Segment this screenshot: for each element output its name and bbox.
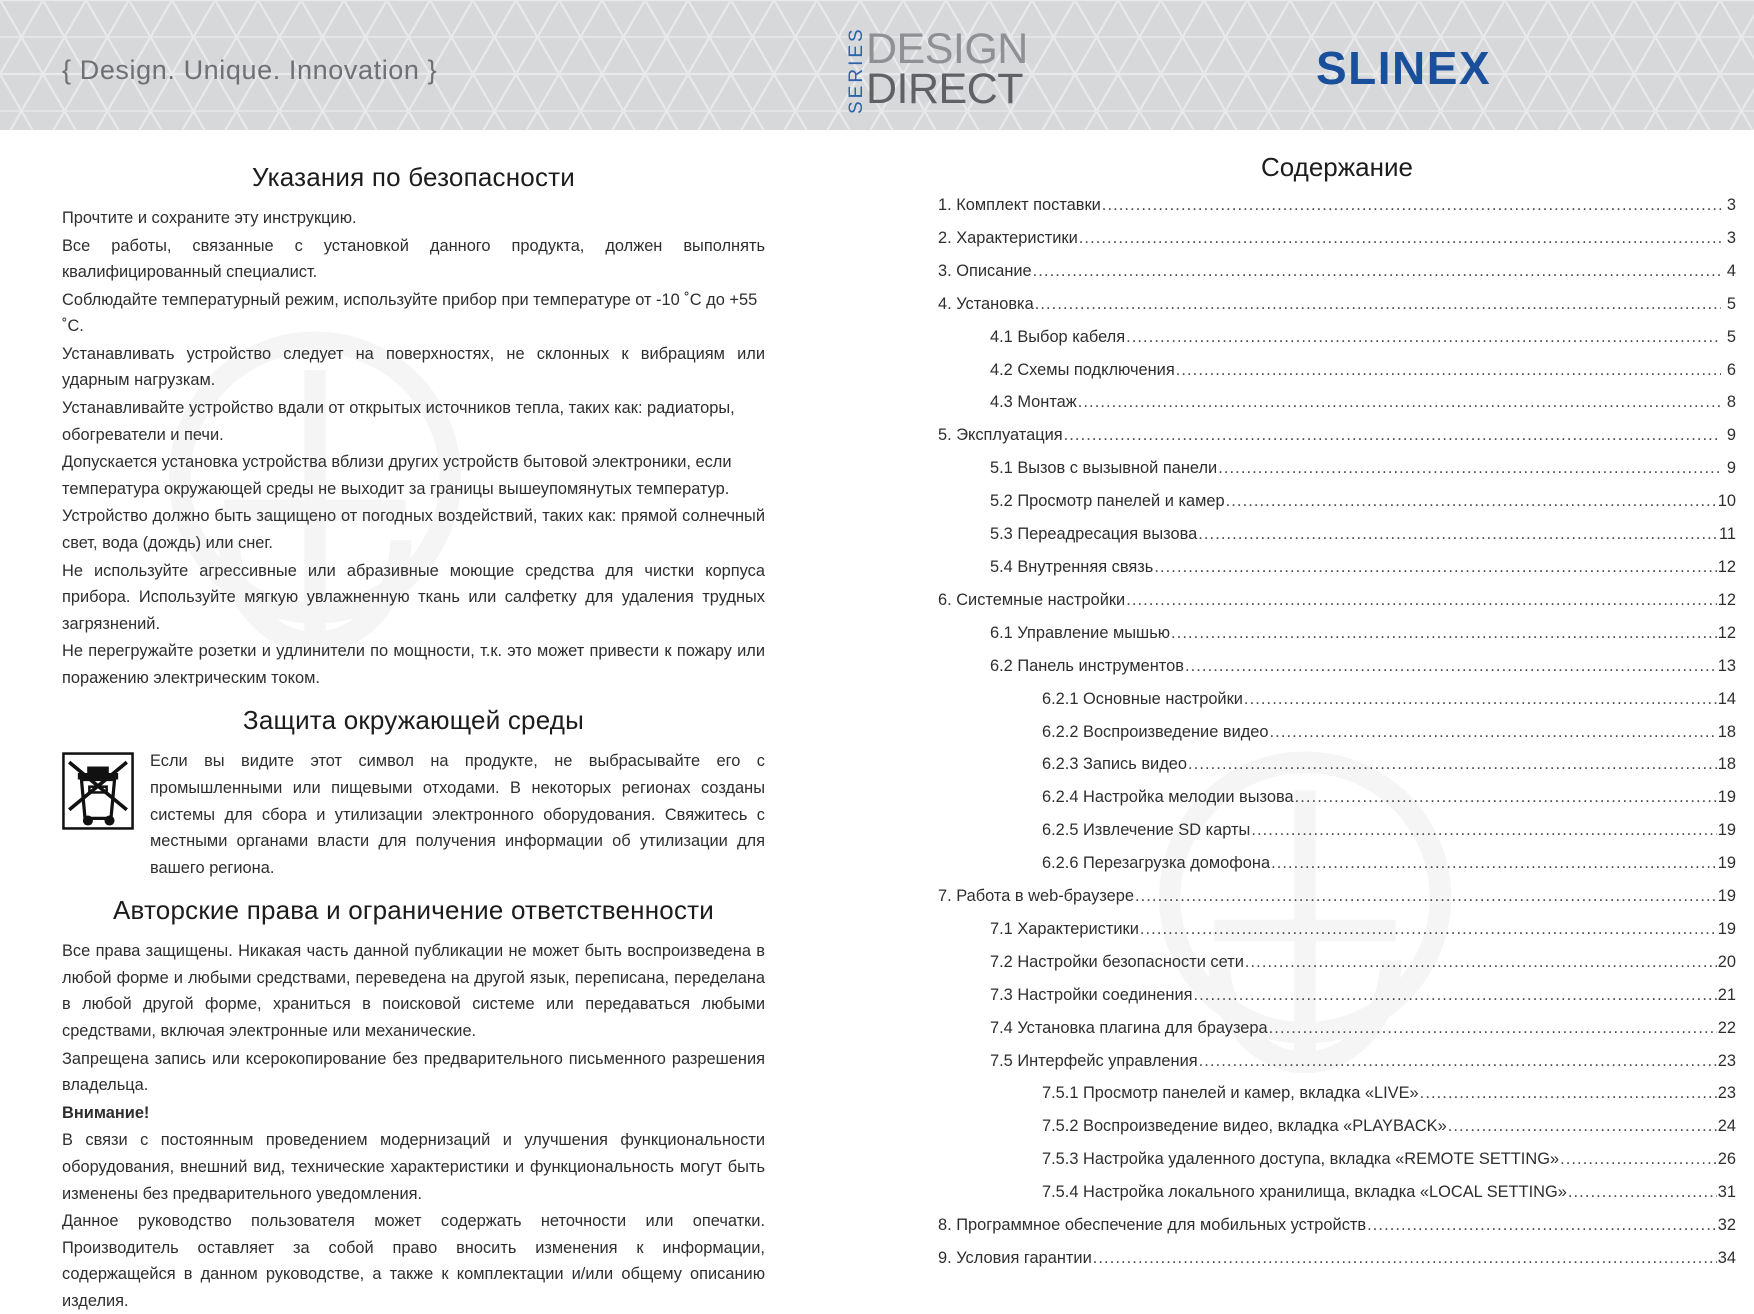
toc-entry[interactable] xyxy=(938,724,1736,740)
safety-paragraph: Все работы, связанные с установкой данного продукта, должен выполнять квалифицированный специалист. xyxy=(62,236,765,282)
toc-entry-page-number: 5 xyxy=(1726,327,1736,346)
toc-entry[interactable] xyxy=(938,526,1736,542)
toc-entry-page-number: 4 xyxy=(1726,261,1736,280)
toc-dot-leader xyxy=(1078,394,1721,410)
toc-entry-page-number: 22 xyxy=(1717,1018,1736,1037)
toc-dot-leader xyxy=(1245,954,1717,970)
toc-entry[interactable] xyxy=(938,362,1736,378)
toc-entry-page-number: 9 xyxy=(1726,459,1736,478)
toc-entry-page-number: 19 xyxy=(1717,919,1736,938)
toc-entry-page-number: 12 xyxy=(1717,590,1736,609)
safety-paragraph: Допускается установка устройства вблизи других устройств бытовой электроники, если температура окружающей среды не выходит за границы вышеупомянутых температур. xyxy=(62,453,732,498)
toc-entry-page-number: 18 xyxy=(1717,755,1736,774)
slinex-brand-logo: SLINEX xyxy=(1316,42,1492,94)
toc-dot-leader xyxy=(1244,691,1717,707)
toc-entry-page-number: 24 xyxy=(1717,1117,1736,1136)
toc-dot-leader xyxy=(1448,1118,1717,1134)
toc-dot-leader xyxy=(1064,427,1721,443)
toc-entry-page-number: 19 xyxy=(1717,821,1736,840)
toc-dot-leader xyxy=(1198,526,1718,542)
toc-entry-label: 3. Описание xyxy=(938,261,1032,280)
toc-entry-page-number: 11 xyxy=(1718,525,1736,544)
toc-dot-leader xyxy=(1126,329,1721,345)
toc-dot-leader xyxy=(1188,756,1717,772)
toc-entry-page-number: 9 xyxy=(1726,426,1736,445)
toc-dot-leader xyxy=(1185,658,1717,674)
safety-paragraph: Устанавливайте устройство вдали от открытых источников тепла, таких как: радиаторы, обогреватели и печи. xyxy=(62,399,735,444)
toc-dot-leader xyxy=(1560,1151,1717,1167)
toc-entry[interactable] xyxy=(938,691,1736,707)
safety-paragraph: Прочтите и сохраните эту инструкцию. xyxy=(62,209,357,227)
toc-entry[interactable] xyxy=(938,197,1736,213)
series-words xyxy=(866,24,1028,116)
toc-entry-label: 6.2 Панель инструментов xyxy=(990,656,1184,675)
safety-paragraphs xyxy=(62,205,765,691)
toc-entry-page-number: 6 xyxy=(1726,360,1736,379)
toc-entry-label: 5.4 Внутренняя связь xyxy=(990,557,1154,576)
toc-entry[interactable] xyxy=(938,559,1736,575)
toc-dot-leader xyxy=(1154,559,1716,575)
toc-dot-leader xyxy=(1295,789,1717,805)
series-label: SERIES xyxy=(846,26,867,114)
toc-entry[interactable] xyxy=(938,822,1736,838)
toc-entry[interactable] xyxy=(938,1020,1736,1036)
toc-entry-label: 7.5.1 Просмотр панелей и камер, вкладка «LIVE» xyxy=(1042,1084,1419,1103)
series-lockup xyxy=(845,24,1028,116)
toc-entry-page-number: 8 xyxy=(1726,393,1736,412)
toc-dot-leader xyxy=(1093,1250,1717,1266)
toc-dot-leader xyxy=(1218,460,1721,476)
toc-entry-label: 4.3 Монтаж xyxy=(990,393,1077,412)
toc-dot-leader xyxy=(1176,362,1721,378)
toc-entry-page-number: 20 xyxy=(1717,952,1736,971)
toc-entry-label: 2. Характеристики xyxy=(938,228,1078,247)
toc-entry-page-number: 5 xyxy=(1726,294,1736,313)
toc-entry[interactable] xyxy=(938,954,1736,970)
toc-entry[interactable] xyxy=(938,756,1736,772)
toc-entry[interactable] xyxy=(938,1053,1736,1069)
copyright-paragraph: Все права защищены. Никакая часть данной публикации не может быть воспроизведена в любой форме и любыми средствами, переведена на другой язык, переписана, переделана в любой другой форме, храниться в поисковой системе или передаваться любыми средствами, включая электронные или механические. xyxy=(62,942,765,1041)
toc-entry-label: 6.2.5 Извлечение SD карты xyxy=(1042,821,1251,840)
toc-entry[interactable] xyxy=(938,987,1736,1003)
toc-entry-page-number: 10 xyxy=(1717,492,1736,511)
toc-entry-label: 7.5.4 Настройка локального хранилища, вкладка «LOCAL SETTING» xyxy=(1042,1183,1567,1202)
toc-entry-label: 1. Комплект поставки xyxy=(938,196,1101,214)
toc-dot-leader xyxy=(1102,197,1721,213)
toc-entry-label: 6.1 Управление мышью xyxy=(990,623,1171,642)
toc-entry-page-number: 19 xyxy=(1717,788,1736,807)
toc-entry[interactable] xyxy=(938,1217,1736,1233)
toc-entry[interactable] xyxy=(938,1250,1736,1266)
toc-dot-leader xyxy=(1269,1020,1717,1036)
toc-dot-leader xyxy=(1251,822,1716,838)
toc-entry-page-number: 26 xyxy=(1717,1150,1736,1169)
toc-entry-label: 6.2.6 Перезагрузка домофона xyxy=(1042,854,1271,873)
attention-label: Внимание! xyxy=(62,1103,150,1122)
toc-entry[interactable] xyxy=(938,460,1736,476)
toc-dot-leader xyxy=(1035,296,1721,312)
toc-entry[interactable] xyxy=(938,855,1736,871)
page-body xyxy=(0,130,1754,1310)
toc-entry[interactable] xyxy=(938,1085,1736,1101)
toc-title: Содержание xyxy=(1261,152,1413,182)
toc-entry-label: 9. Условия гарантии xyxy=(938,1249,1092,1267)
toc-entry[interactable] xyxy=(938,230,1736,246)
toc-entry-label: 7.2 Настройки безопасности сети xyxy=(990,952,1244,971)
toc-entry[interactable] xyxy=(938,493,1736,509)
toc-dot-leader xyxy=(1135,888,1717,904)
toc-entry-label: 7. Работа в web-браузере xyxy=(938,887,1134,906)
safety-paragraph: Не используйте агрессивные или абразивные моющие средства для чистки корпуса прибора. Используйте мягкую увлажненную ткань или салфетку для удаления трудных загрязнений. xyxy=(62,561,765,633)
environment-block xyxy=(62,748,765,881)
toc-entry-label: 4.1 Выбор кабеля xyxy=(990,327,1126,346)
environment-section-title: Защита окружающей среды xyxy=(242,705,585,736)
toc-entry[interactable] xyxy=(938,1118,1736,1134)
toc-entry-page-number: 18 xyxy=(1717,722,1736,741)
attention-paragraph: В связи с постоянным проведением модернизаций и улучшения функциональности оборудования, внешний вид, технические характеристики и функциональность могут быть изменены без предварительного уведомления. xyxy=(62,1131,765,1203)
toc-dot-leader xyxy=(1033,263,1721,279)
toc-dot-leader xyxy=(1271,855,1717,871)
toc-entry-label: 8. Программное обеспечение для мобильных устройств xyxy=(938,1216,1367,1235)
toc-dot-leader xyxy=(1126,592,1717,608)
toc-entry[interactable] xyxy=(938,658,1736,674)
toc-entry[interactable] xyxy=(938,888,1736,904)
toc-entry[interactable] xyxy=(938,394,1736,410)
series-word-direct: DIRECT xyxy=(866,65,1024,113)
toc-dot-leader xyxy=(1226,493,1717,509)
left-column xyxy=(0,130,820,1310)
safety-paragraph: Соблюдайте температурный режим, используйте прибор при температуре от -10 ˚С до +55 ˚С. xyxy=(62,290,758,336)
toc-entry[interactable] xyxy=(938,263,1736,279)
header-tagline: { Design. Unique. Innovation } xyxy=(62,55,438,85)
copyright-paragraph: Запрещена запись или ксерокопирование без предварительного письменного разрешения владельца. xyxy=(62,1049,765,1095)
toc-entry-label: 5.3 Переадресация вызова xyxy=(990,525,1198,544)
toc-entry-page-number: 23 xyxy=(1717,1084,1736,1103)
toc-entry-label: 6.2.4 Настройка мелодии вызова xyxy=(1042,788,1294,807)
toc-entry-page-number: 14 xyxy=(1717,689,1736,708)
right-column xyxy=(820,130,1754,1267)
toc-entry-label: 6.2.3 Запись видео xyxy=(1042,755,1188,774)
toc-entry[interactable] xyxy=(938,427,1736,443)
table-of-contents xyxy=(938,197,1736,1266)
toc-entry-page-number: 3 xyxy=(1726,196,1736,214)
environment-text: Если вы видите этот символ на продукте, не выбрасывайте его с промышленными или пищевыми отходами. В некоторых регионах созданы системы для сбора и утилизации электронного оборудования. Свяжитесь с местными органами власти для получения информации об утилизации для вашего региона. xyxy=(150,752,765,877)
toc-entry-label: 7.5.3 Настройка удаленного доступа, вкладка «REMOTE SETTING» xyxy=(1042,1150,1560,1169)
toc-dot-leader xyxy=(1193,987,1716,1003)
safety-paragraph: Устройство должно быть защищено от погодных воздействий, таких как: прямой солнечный свет, вода (дождь) или снег. xyxy=(62,507,765,552)
toc-entry[interactable] xyxy=(938,1184,1736,1200)
toc-dot-leader xyxy=(1270,724,1717,740)
series-word-design: DESIGN xyxy=(866,25,1028,74)
toc-dot-leader xyxy=(1420,1085,1717,1101)
toc-entry-label: 7.3 Настройки соединения xyxy=(990,985,1193,1004)
toc-entry-page-number: 31 xyxy=(1717,1183,1736,1202)
page-header xyxy=(0,0,1754,130)
attention-paragraph: Данное руководство пользователя может содержать неточности или опечатки. Производитель оставляет за собой право вносить изменения к информации, содержащейся в данном руководстве, а также к комплектации и/или общему описанию изделия. xyxy=(62,1212,765,1310)
safety-paragraph: Устанавливать устройство следует на поверхностях, не склонных к вибрациям или ударным нагрузкам. xyxy=(62,344,765,390)
toc-entry[interactable] xyxy=(938,921,1736,937)
toc-entry[interactable] xyxy=(938,296,1736,312)
toc-entry-label: 5. Эксплуатация xyxy=(938,426,1063,445)
copyright-paragraphs xyxy=(62,938,765,1314)
toc-entry-page-number: 19 xyxy=(1717,854,1736,873)
safety-section-title: Указания по безопасности xyxy=(252,162,575,192)
toc-dot-leader xyxy=(1171,625,1717,641)
toc-entry[interactable] xyxy=(938,329,1736,345)
toc-entry-label: 4. Установка xyxy=(938,294,1034,313)
toc-entry-label: 6. Системные настройки xyxy=(938,590,1126,609)
toc-entry-page-number: 13 xyxy=(1717,656,1736,675)
toc-entry[interactable] xyxy=(938,625,1736,641)
toc-entry-label: 5.1 Вызов с вызывной панели xyxy=(990,459,1218,478)
copyright-section-title: Авторские права и ограничение ответственности xyxy=(113,895,714,926)
toc-entry-label: 6.2.1 Основные настройки xyxy=(1042,689,1243,708)
toc-entry-label: 7.1 Характеристики xyxy=(990,919,1139,938)
toc-entry-label: 6.2.2 Воспроизведение видео xyxy=(1042,722,1269,741)
safety-paragraph: Не перегружайте розетки и удлинители по мощности, т.к. это может привести к пожару или поражению электрическим током. xyxy=(62,642,765,687)
toc-entry-page-number: 12 xyxy=(1717,557,1736,576)
toc-entry[interactable] xyxy=(938,592,1736,608)
toc-entry-label: 5.2 Просмотр панелей и камер xyxy=(990,492,1225,511)
toc-entry[interactable] xyxy=(938,789,1736,805)
toc-entry-page-number: 34 xyxy=(1717,1249,1736,1267)
toc-dot-leader xyxy=(1140,921,1717,937)
toc-entry-label: 7.4 Установка плагина для браузера xyxy=(990,1018,1268,1037)
toc-entry-page-number: 32 xyxy=(1717,1216,1736,1235)
toc-dot-leader xyxy=(1568,1184,1717,1200)
toc-entry-page-number: 21 xyxy=(1717,985,1736,1004)
toc-entry-page-number: 23 xyxy=(1717,1051,1736,1070)
toc-entry-page-number: 12 xyxy=(1717,623,1736,642)
toc-entry-label: 7.5 Интерфейс управления xyxy=(990,1051,1198,1070)
weee-crossed-out-wheelie-bin-icon xyxy=(62,752,134,830)
toc-entry-page-number: 19 xyxy=(1717,887,1736,906)
toc-entry-label: 7.5.2 Воспроизведение видео, вкладка «PLAYBACK» xyxy=(1042,1117,1447,1136)
toc-entry-label: 4.2 Схемы подключения xyxy=(990,360,1175,379)
toc-entry-page-number: 3 xyxy=(1726,228,1736,247)
toc-dot-leader xyxy=(1199,1053,1717,1069)
toc-entry[interactable] xyxy=(938,1151,1736,1167)
toc-dot-leader xyxy=(1367,1217,1717,1233)
toc-dot-leader xyxy=(1079,230,1721,246)
